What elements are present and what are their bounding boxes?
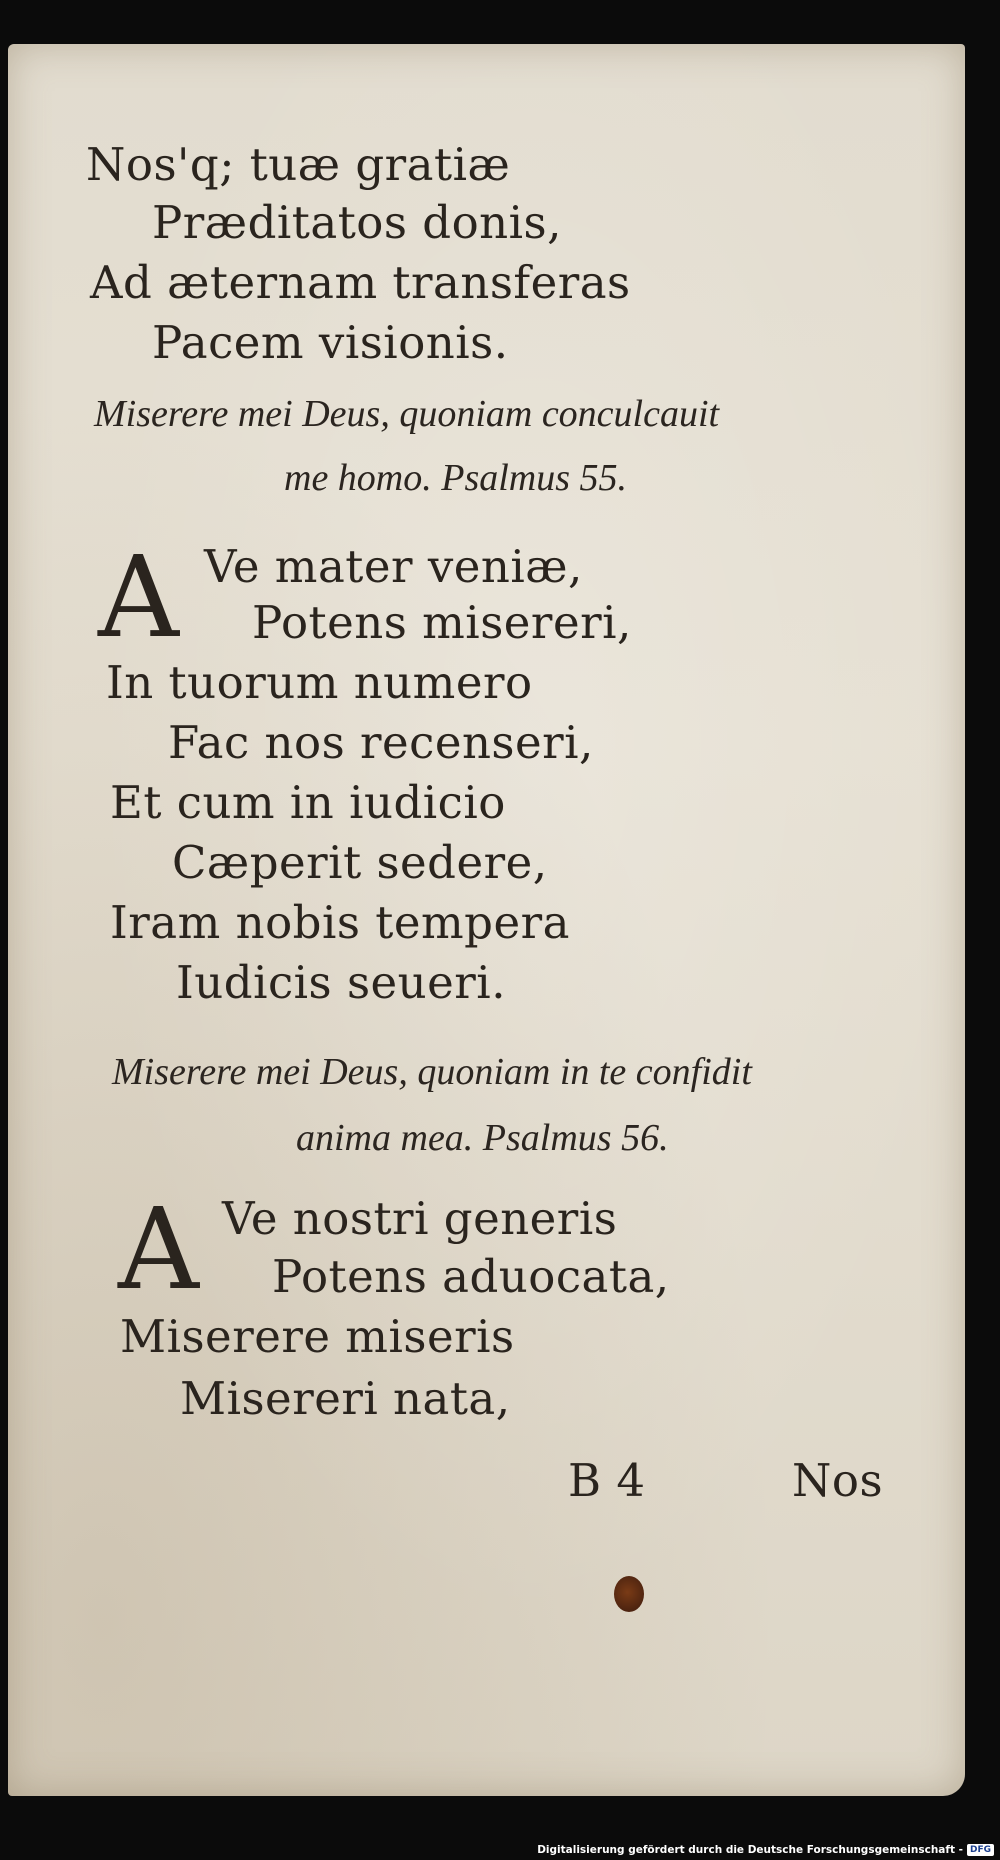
verse-line: Miserere miseris [120, 1310, 515, 1363]
psalm-rubric-line: Miserere mei Deus, quoniam conculcauit [94, 393, 720, 435]
signature-mark: B 4 [568, 1454, 646, 1507]
verse-line: Misereri nata, [180, 1372, 511, 1425]
drop-capital: A [118, 1185, 199, 1315]
verse-line: Iudicis seueri. [176, 956, 506, 1009]
verse-line: Potens aduocata, [272, 1250, 670, 1303]
verse-line: Nos'q; tuæ gratiæ [86, 138, 511, 191]
verse-line: Cæperit sedere, [172, 836, 548, 889]
psalm-rubric-line: anima mea. Psalmus 56. [296, 1117, 669, 1159]
catchword: Nos [792, 1454, 884, 1507]
verse-line: Ve nostri generis [222, 1192, 618, 1245]
verse-line: Et cum in iudicio [110, 776, 506, 829]
verse-line: Iram nobis tempera [110, 896, 570, 949]
verse-line: Ad æternam transferas [90, 256, 631, 309]
verse-line: Præditatos donis, [152, 196, 562, 249]
funding-credit: Digitalisierung gefördert durch die Deutsche Forschungsgemeinschaft - [537, 1844, 963, 1856]
psalm-rubric-line: me homo. Psalmus 55. [284, 457, 628, 499]
psalm-rubric-line: Miserere mei Deus, quoniam in te confidit [112, 1051, 752, 1093]
verse-line: Potens misereri, [252, 596, 632, 649]
drop-capital: A [98, 533, 179, 663]
digitization-footer [537, 1844, 994, 1856]
book-page [8, 44, 965, 1796]
verse-line: Ve mater veniæ, [204, 540, 583, 593]
verse-line: Fac nos recenseri, [168, 716, 594, 769]
verse-line: In tuorum numero [106, 656, 533, 709]
dfg-logo-icon: DFG [967, 1844, 994, 1856]
verse-line: Pacem visionis. [152, 316, 509, 369]
ink-stain [614, 1576, 644, 1612]
